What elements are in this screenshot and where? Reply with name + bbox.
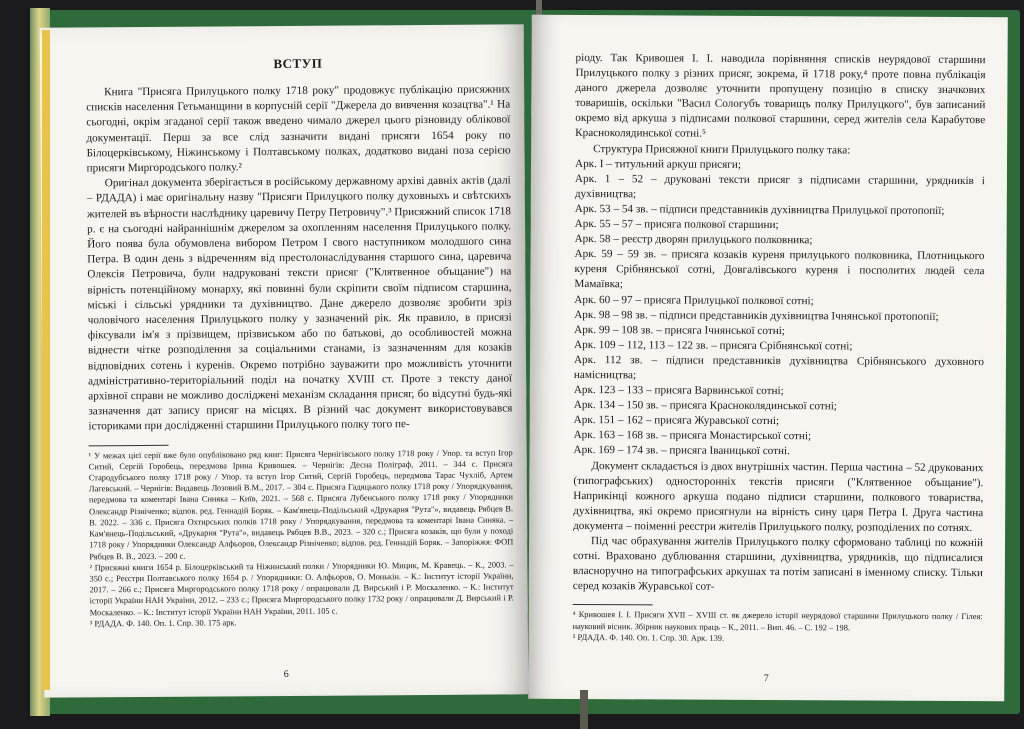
yellow-page-edge — [42, 30, 50, 690]
right-footnotes — [573, 609, 983, 645]
list-item: Арк. 151 – 162 – присяга Журавської сотні; — [573, 414, 780, 428]
left-page — [40, 24, 529, 697]
right-page — [528, 15, 1008, 701]
list-item: Арк. 53 – 54 зв. – підписи представників духівництва Прилуцької протопопії; — [574, 202, 945, 217]
footnote-divider — [573, 604, 653, 605]
list-item: Арк. 1 – 52 – друковані тексти присяг з підписами старшини, урядників і духівництва; — [574, 172, 985, 201]
page-heading: ВСТУП — [273, 55, 323, 72]
list-item: Арк. 60 – 97 – присяга Прилуцької полкової сотні; — [574, 293, 814, 307]
bookmark-ribbon-bottom — [580, 690, 588, 729]
list-item: Арк. 98 – 98 зв. – підписи представників духівництва Ічнянської протопопії; — [574, 308, 939, 323]
list-item: Арк. 58 – реєстр дворян прилуцького полковника; — [574, 233, 813, 247]
list-item: Арк. 163 – 168 зв. – присяга Монастирської сотні; — [573, 429, 812, 443]
list-item: Арк. 134 – 150 зв. – присяга Красноколядинської сотні; — [573, 399, 837, 413]
structure-intro: Структура Присяжної книги Прилуцького полку така: — [593, 142, 851, 156]
list-item: Арк. 55 – 57 – присяга полкової старшини; — [574, 218, 779, 232]
right-page-body — [573, 51, 986, 597]
paragraph: Документ складається із двох внутрішніх частин. Перша частина – 52 друкованих (типографських) односторонніх текстів присяги ("Клятвенное объщание"). Наприкінці кожного аркуша подано підписи старшини, полкового товариства, духівництва, які окремо присягнули на вірність сину царя Петра І. Друга частина документа – поіменні реєстри жителів Прилуцького полку, розподілених по сотнях. — [573, 459, 984, 534]
page-number: 7 — [763, 672, 769, 685]
paragraph: Книга "Присяга Прилуцького полку 1718 року" продовжує публікацію присяжних списків населення Гетьманщини в корпусній серії "Джерела до вивчення козацтва".¹ На сьогодні, окрім згаданої серії також введено чимало джерел цього різновиду облікової документації. Перш за все слід зазначити видані присяги 1654 року по Білоцерківському, Ніжинському і Полтавському полках, додатково видані поза серією присяги Миргородського полку.² — [86, 83, 511, 175]
footnote: ¹ У межах цієї серії вже було опубліковано ряд книг: Присяга Чернігівського полку 1718 року / Упор. та вступ Ігор Ситий, Сергій Горобець, передмова Ірина Кривошея. – Чернігів: Десна Поліграф, 2011. – 344 с. Присяга Стародубського полку 1718 року / Упор. та вступ Ігор Ситий, Сергій Горобець, передмова Тарас Чухліб, Артем Лагевський. – Чернігів: Видавець Лозовий В.М., 2017. – 304 с. Присяга Гадяцького полку 1718 року / Упорядкування, передмова та коментарі Івана Синяка – Київ, 2021. – 568 с. Присяга Лубенського полку 1718 року / Упорядники Олександр Різніченко; відпов. ред. Геннадій Боряк. – Кам'янець-Подільський «Друкарня "Рута"», видавець Рябцев В. В. 2022. – 336 с. Присяга Охтирських полків 1718 року / Упорядкування, передмова та коментарі Івана Синяка. – Кам'янець-Подільський, «Друкарня "Рута"», видавець Рябцев В.В., 2023. – 320 с.; Присяга козаків, що були у поході 1718 року / Упорядники Олександр Алфьоров, Олександр Різніченко; відпов. ред. Геннадій Боряк. – Запоріжжя: ФОП Рябцев В. В., 2023. – 200 с. — [88, 448, 514, 561]
list-item: Арк. І – титульний аркуш присяги; — [574, 157, 742, 171]
paragraph: Під час обрахування жителів Прилуцького полку сформовано таблиці по кожній сотні. Враховано дублювання старшини, духівництва, урядників, що підписалися власноручно на типографських аркушах та потім записані в іменному списку. Тільки серед козаків Журавської сот- — [572, 535, 984, 594]
list-item: Арк. 59 – 59 зв. – присяга козаків куреня прилуцького полковника, Плотницького куреня Срібнянської сотні, Довгалівського куреня і посполитих людей села Мамаївка; — [574, 248, 985, 291]
left-footnotes — [89, 447, 514, 629]
footnote: ⁴ Кривошея І. І. Присяги XVII – XVIII ст. як джерело історії неурядової старшини Прилуцького полку / Гілея: науковий вісник. Збірник наукових праць – К., 2011. – Вип. 46. – С. 192 – 198. — [572, 610, 983, 633]
left-page-body — [86, 82, 512, 435]
list-item: Арк. 99 – 108 зв. – присяга Ічнянської сотні; — [574, 323, 785, 337]
list-item: Арк. 112 зв. – підписи представників духівництва Срібнянського духовного намісництва; — [573, 353, 985, 382]
footnote: ³ РДАДА. Ф. 140. Оп. 1. Спр. 30. 175 арк. — [89, 618, 237, 629]
paragraph: ріоду. Так Кривошея І. І. наводила порівняння списків неурядової старшини Прилуцького полку з різних присяг, зокрема, й 1718 року,⁴ проте повна публікація даного джерела дозволяє уточнити пропущену позицію в списку значкових товаришів, оскільки "Васил Сологубъ товарищъ полку Прилуцкого", був записаний окремо від аркуша з підписами полкової старшини, серед жителів села Карабутове Красноколядинської сотні.⁵ — [575, 51, 986, 141]
footnote: ⁵ РДАДА. Ф. 140. Оп. 1. Спр. 30. Арк. 139. — [572, 632, 725, 643]
paragraph: Оригінал документа зберігається в російському державному архіві давніх актів (далі – РДАДА) і має оригінальну назву "Присяги Прилуцкого полку духовныхъ и свѣтскихъ жителей въ вѣрности наслѣднику царевичу Петру Петровичу".³ Присяжний список 1718 р. є на сьогодні найраннішнім джерелом за охопленням населення Прилуцького полку. Його поява була обумовлена вибором Петром І свого наступником молодшого сина Петра. В один день з відреченням від престолонаслідування старшого сина, царевича Олексія Петровича, були надруковані тексти присяг ("Клятвенное объщание") на вірність потенційному монарху, які повинні були скріпити своїм підписом старшина, міські і сільські урядники та духівництво. Дане джерело дозволяє зробити зріз чоловічого населення Прилуцького полку у зазначений рік. Як правило, в присязі фіксували ім'я з прізвищем, прізвиськом або по батькові, до особливостей можна віднести чітке розподілення за соціальними станами, із зазначенням для козаків відповідних сотень і куренів. Окремо потрібно зауважити про можливість уточнити адміністративно-територіальний поділ на початку XVIII ст. Проте з тексту даної архівної справи не можливо досліджені механізм складання присяг, бо відсутні будь-які зазначення дат запису присяг на місцях. В різний час документ використовувався істориками при дослідженні старшини Прилуцького полку того пе- — [86, 174, 513, 433]
footnote: ² Присяжні книги 1654 р. Білоцерківський та Ніжинський полки / Упорядники Ю. Мицик, М. Кравець. – К., 2003. – 350 с.; Реєстри Полтавського полку 1654 р. / Упорядники: О. Алфьоров, О. Монькін. – К.: Інститут історії України, 2017. – 266 с.; Присяга Миргородського полку 1718 року / опрацювали Д. Вирський і Р. Москаленко. – К.: Інститут історії України НАН України, 2012. – 233 с.; Присяга Миргородського полку 1732 року / опрацювали Д. Вирський і Р. Москаленко. – К.: Інститут історії України НАН України, 2011. 105 с. — [89, 560, 514, 617]
page-number: 6 — [283, 668, 289, 681]
list-item: Арк. 109 – 112, 113 – 122 зв. – присяга Срібнянської сотні; — [574, 338, 853, 353]
list-item: Арк. 123 – 133 – присяга Варвинської сотні; — [573, 384, 784, 398]
footnote-divider — [89, 444, 169, 446]
list-item: Арк. 169 – 174 зв. – присяга Іваницької сотні. — [573, 444, 790, 458]
